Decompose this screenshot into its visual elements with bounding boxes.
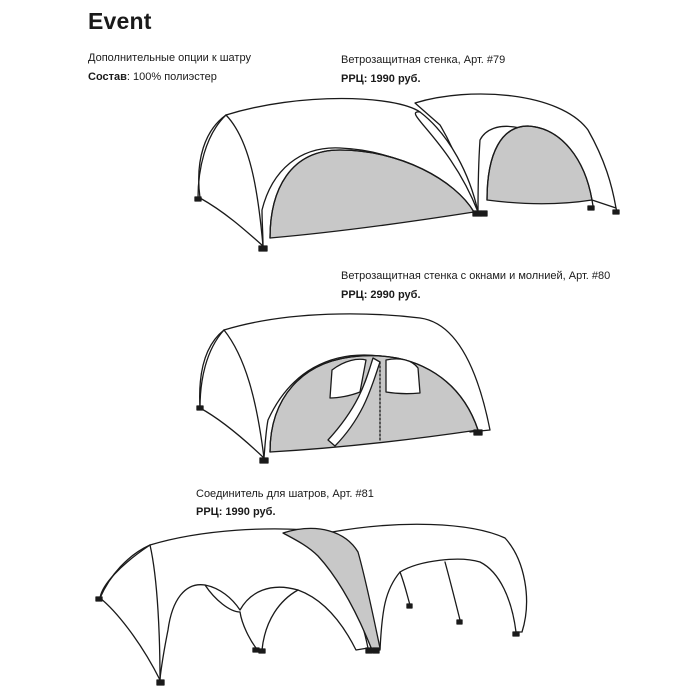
composition-value: : 100% полиэстер bbox=[126, 71, 217, 83]
product-1-name: Ветрозащитная стенка, Арт. #79 bbox=[341, 54, 506, 66]
product-3-name: Соединитель для шатров, Арт. #81 bbox=[196, 488, 374, 500]
product-1-price: РРЦ: 1990 руб. bbox=[341, 73, 421, 85]
product-2-name: Ветрозащитная стенка с окнами и молнией, Арт. #80 bbox=[341, 270, 611, 282]
subtitle: Дополнительные опции к шатру bbox=[88, 52, 251, 64]
composition-label: Состав bbox=[88, 71, 127, 83]
page-title: Event bbox=[88, 8, 152, 34]
product-3-price: РРЦ: 1990 руб. bbox=[196, 506, 276, 518]
tent-connector-illustration bbox=[96, 524, 527, 685]
product-2-price: РРЦ: 2990 руб. bbox=[341, 289, 421, 301]
tent-with-window-wall-illustration bbox=[197, 314, 490, 463]
tent-with-wind-wall-illustration bbox=[195, 94, 619, 251]
